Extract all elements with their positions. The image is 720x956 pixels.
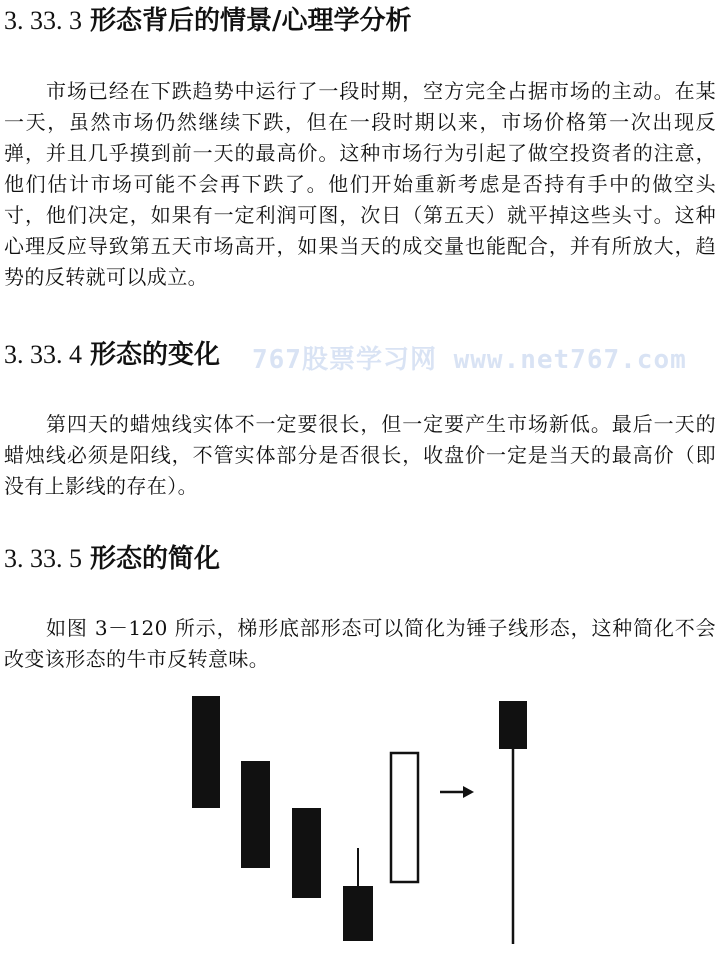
section-3334-heading (4, 342, 220, 368)
section-3335-paragraph: 如图 3－120 所示，梯形底部形态可以简化为锤子线形态，这种简化不会改变该形态的牛市反转意味。 (4, 616, 716, 671)
section-3335-number: 3. 33. 5 (4, 544, 82, 573)
candle-day4-bearish (343, 886, 373, 941)
candle-day2-bearish (241, 761, 270, 868)
section-3334-number: 3. 33. 4 (4, 340, 82, 369)
candle-day1-bearish (192, 696, 220, 808)
candlestick-figure (0, 688, 720, 956)
section-3333-heading (4, 8, 412, 34)
section-3334-title: 形态的变化 (90, 340, 221, 370)
section-3335-heading (4, 546, 220, 572)
right-arrow-icon (440, 786, 474, 798)
candle-day3-bearish (292, 808, 321, 898)
section-3333-paragraph: 市场已经在下跌趋势中运行了一段时期，空方完全占据市场的主动。在某一天，虽然市场仍然继续下跌，但在一段时期以来，市场价格第一次出现反弹，并且几乎摸到前一天的最高价。这种市场行为引起了做空投资者的注意，他们估计市场可能不会再下跌了。他们开始重新考虑是否持有手中的做空头寸，他们决定，如果有一定利润可图，次日（第五天）就平掉这些头寸。这种心理反应导致第五天市场高开，如果当天的成交量也能配合，并有所放大，趋势的反转就可以成立。 (4, 79, 716, 289)
hammer-candle-body (499, 701, 527, 749)
candle-day5-bullish (391, 753, 418, 882)
section-3334-paragraph: 第四天的蜡烛线实体不一定要很长，但一定要产生市场新低。最后一天的蜡烛线必须是阳线，不管实体部分是否很长，收盘价一定是当天的最高价（即没有上影线的存在）。 (4, 412, 716, 498)
section-3335-title: 形态的简化 (90, 544, 221, 574)
watermark-text: 767股票学习网 www.net767.com (252, 345, 687, 375)
section-3333-number: 3. 33. 3 (4, 6, 82, 35)
section-3333-title: 形态背后的情景/心理学分析 (90, 6, 412, 36)
